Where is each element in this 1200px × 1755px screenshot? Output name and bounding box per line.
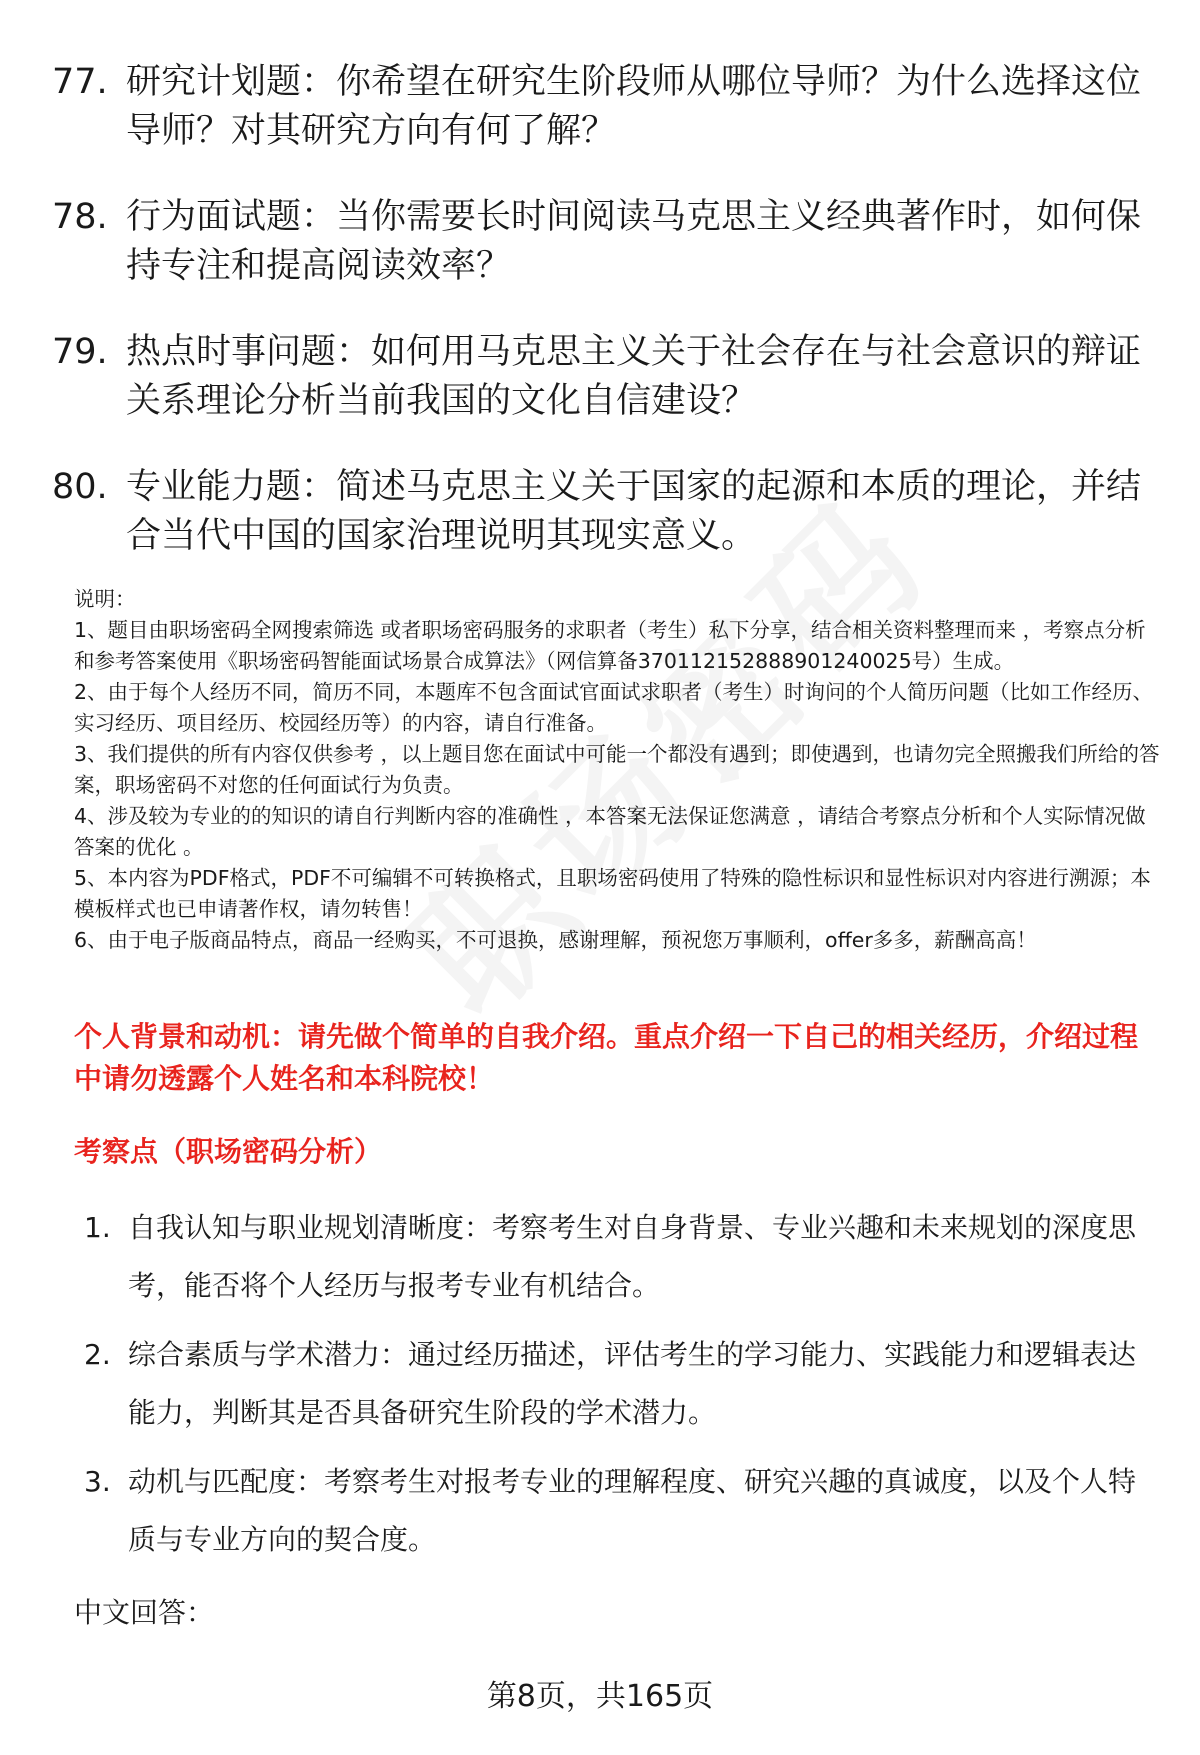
question-item (52, 463, 1152, 561)
exam-point-text: 综合素质与学术潜力：通过经历描述，评估考生的学习能力、实践能力和逻辑表达能力，判断其是否具备研究生阶段的学术潜力。 (128, 1338, 1137, 1429)
background-question: 个人背景和动机：请先做个简单的自我介绍。重点介绍一下自己的相关经历，介绍过程中请勿透露个人姓名和本科院校！ (74, 1020, 1139, 1095)
exam-point-number: 3. (84, 1465, 111, 1498)
question-number: 79. (52, 332, 108, 372)
question-list (52, 58, 1152, 598)
question-item (52, 328, 1152, 426)
exam-point-number: 2. (84, 1338, 111, 1371)
question-text: 行为面试题：当你需要长时间阅读马克思主义经典著作时，如何保持专注和提高阅读效率？ (126, 197, 1142, 286)
note-item: 1、题目由职场密码全网搜索筛选 或者职场密码服务的求职者（考生）私下分享，结合相关资料整理而来 ，考察点分析和参考答案使用《职场密码智能面试场景合成算法》（网信算备370112152888901240025号）生成。 (74, 618, 1146, 673)
question-number: 80. (52, 467, 108, 507)
exam-point-text: 自我认知与职业规划清晰度：考察考生对自身背景、专业兴趣和未来规划的深度思考，能否将个人经历与报考专业有机结合。 (128, 1211, 1137, 1302)
note-item: 6、由于电子版商品特点，商品一经购买，不可退换，感谢理解，预祝您万事顺利，offer多多，薪酬高高！ (74, 928, 1037, 952)
exam-point-number: 1. (84, 1211, 111, 1244)
note-item: 4、涉及较为专业的的知识的请自行判断内容的准确性 ，本答案无法保证您满意 ，请结合考察点分析和个人实际情况做答案的优化 。 (74, 804, 1146, 859)
exam-points-title: 考察点（职场密码分析） (74, 1135, 383, 1168)
question-text: 研究计划题：你希望在研究生阶段师从哪位导师？为什么选择这位导师？对其研究方向有何了解？ (126, 62, 1142, 151)
exam-point-text: 动机与匹配度：考察考生对报考专业的理解程度、研究兴趣的真诚度，以及个人特质与专业方向的契合度。 (128, 1465, 1137, 1556)
exam-point-item (84, 1453, 1164, 1569)
exam-point-item (84, 1199, 1164, 1315)
exam-points-list (84, 1199, 1164, 1580)
exam-point-item (84, 1326, 1164, 1442)
notes-title: 说明： (74, 587, 136, 611)
note-item: 2、由于每个人经历不同，简历不同，本题库不包含面试官面试求职者（考生）时询问的个人简历问题（比如工作经历、实习经历、项目经历、校园经历等）的内容，请自行准备。 (74, 680, 1154, 735)
question-text: 热点时事问题：如何用马克思主义关于社会存在与社会意识的辩证关系理论分析当前我国的文化自信建设？ (126, 332, 1142, 421)
question-text: 专业能力题：简述马克思主义关于国家的起源和本质的理论，并结合当代中国的国家治理说明其现实意义。 (126, 467, 1142, 556)
question-item (52, 193, 1152, 291)
note-item: 5、本内容为PDF格式，PDF不可编辑不可转换格式，且职场密码使用了特殊的隐性标识和显性标识对内容进行溯源；本模板样式也已申请著作权，请勿转售！ (74, 866, 1151, 921)
question-number: 78. (52, 197, 108, 237)
question-item (52, 58, 1152, 156)
note-item: 3、我们提供的所有内容仅供参考 ，以上题目您在面试中可能一个都没有遇到；即使遇到，也请勿完全照搬我们所给的答案，职场密码不对您的任何面试行为负责。 (74, 742, 1160, 797)
notes-section (74, 584, 1160, 956)
answer-label: 中文回答： (74, 1596, 215, 1629)
page-footer: 第8页，共165页 (486, 1679, 714, 1714)
question-number: 77. (52, 62, 108, 102)
